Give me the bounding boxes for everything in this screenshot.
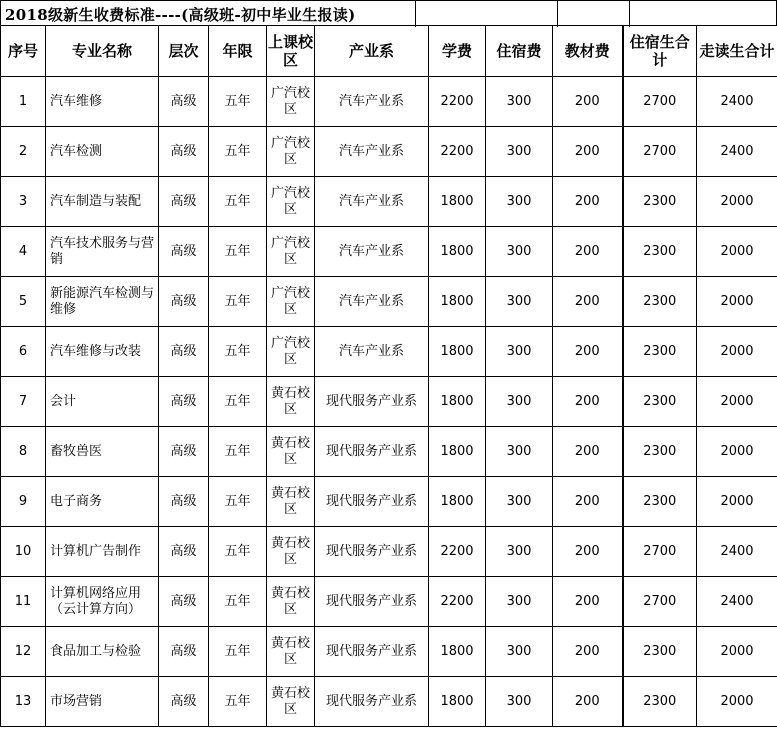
cell-years: 五年 (209, 327, 267, 377)
cell-major: 计算机网络应用（云计算方向） (46, 577, 159, 627)
table-row (1, 327, 777, 377)
cell-boarding-total: 2300 (623, 227, 697, 277)
cell-day-total: 2000 (697, 477, 777, 527)
cell-day-total: 2400 (697, 127, 777, 177)
cell-day-total: 2000 (697, 627, 777, 677)
cell-campus: 黄石校区 (267, 577, 315, 627)
cell-department: 汽车产业系 (315, 227, 429, 277)
cell-index: 3 (1, 177, 46, 227)
cell-major: 畜牧兽医 (46, 427, 159, 477)
cell-years: 五年 (209, 577, 267, 627)
cell-major: 计算机广告制作 (46, 527, 159, 577)
cell-campus: 广汽校区 (267, 327, 315, 377)
cell-level: 高级 (159, 427, 209, 477)
cell-index: 12 (1, 627, 46, 677)
cell-boarding-total: 2300 (623, 377, 697, 427)
cell-department: 现代服务产业系 (315, 677, 429, 727)
table-row (1, 477, 777, 527)
cell-accommodation: 300 (486, 277, 553, 327)
cell-years: 五年 (209, 427, 267, 477)
cell-campus: 广汽校区 (267, 127, 315, 177)
cell-index: 1 (1, 77, 46, 127)
cell-level: 高级 (159, 627, 209, 677)
header-campus: 上课校区 (267, 26, 315, 77)
cell-major: 新能源汽车检测与维修 (46, 277, 159, 327)
header-department: 产业系 (315, 26, 429, 77)
cell-index: 10 (1, 527, 46, 577)
cell-years: 五年 (209, 677, 267, 727)
cell-department: 现代服务产业系 (315, 577, 429, 627)
cell-day-total: 2400 (697, 77, 777, 127)
cell-campus: 广汽校区 (267, 177, 315, 227)
table-row (1, 427, 777, 477)
cell-accommodation: 300 (486, 227, 553, 277)
table-row (1, 677, 777, 727)
cell-major: 汽车维修与改装 (46, 327, 159, 377)
cell-level: 高级 (159, 277, 209, 327)
cell-campus: 广汽校区 (267, 77, 315, 127)
cell-department: 现代服务产业系 (315, 427, 429, 477)
cell-textbook: 200 (553, 627, 623, 677)
cell-tuition: 1800 (429, 377, 486, 427)
cell-accommodation: 300 (486, 77, 553, 127)
cell-tuition: 1800 (429, 327, 486, 377)
cell-textbook: 200 (553, 277, 623, 327)
cell-boarding-total: 2300 (623, 677, 697, 727)
cell-textbook: 200 (553, 327, 623, 377)
header-index: 序号 (1, 26, 46, 77)
cell-boarding-total: 2300 (623, 177, 697, 227)
header-textbook: 教材费 (553, 26, 623, 77)
cell-index: 9 (1, 477, 46, 527)
header-day-total: 走读生合计 (697, 26, 777, 77)
cell-accommodation: 300 (486, 577, 553, 627)
cell-tuition: 1800 (429, 227, 486, 277)
cell-level: 高级 (159, 177, 209, 227)
cell-index: 13 (1, 677, 46, 727)
cell-major: 市场营销 (46, 677, 159, 727)
cell-day-total: 2000 (697, 327, 777, 377)
cell-level: 高级 (159, 327, 209, 377)
header-tuition: 学费 (429, 26, 486, 77)
cell-campus: 黄石校区 (267, 477, 315, 527)
cell-campus: 广汽校区 (267, 277, 315, 327)
cell-accommodation: 300 (486, 677, 553, 727)
cell-level: 高级 (159, 477, 209, 527)
table-body (1, 77, 777, 727)
cell-years: 五年 (209, 277, 267, 327)
cell-campus: 黄石校区 (267, 677, 315, 727)
cell-accommodation: 300 (486, 527, 553, 577)
cell-years: 五年 (209, 477, 267, 527)
cell-department: 现代服务产业系 (315, 477, 429, 527)
cell-index: 11 (1, 577, 46, 627)
cell-textbook: 200 (553, 477, 623, 527)
cell-years: 五年 (209, 377, 267, 427)
cell-major: 汽车检测 (46, 127, 159, 177)
cell-years: 五年 (209, 227, 267, 277)
cell-level: 高级 (159, 227, 209, 277)
cell-accommodation: 300 (486, 127, 553, 177)
cell-accommodation: 300 (486, 477, 553, 527)
cell-tuition: 1800 (429, 677, 486, 727)
cell-tuition: 1800 (429, 477, 486, 527)
table-row (1, 577, 777, 627)
cell-boarding-total: 2700 (623, 577, 697, 627)
cell-tuition: 1800 (429, 627, 486, 677)
cell-index: 7 (1, 377, 46, 427)
cell-tuition: 1800 (429, 277, 486, 327)
table-row (1, 527, 777, 577)
title-cell-divider (557, 1, 558, 27)
cell-campus: 黄石校区 (267, 527, 315, 577)
fee-table (0, 25, 777, 727)
cell-textbook: 200 (553, 77, 623, 127)
table-row (1, 227, 777, 277)
cell-years: 五年 (209, 127, 267, 177)
cell-index: 8 (1, 427, 46, 477)
cell-boarding-total: 2300 (623, 627, 697, 677)
cell-textbook: 200 (553, 527, 623, 577)
cell-textbook: 200 (553, 577, 623, 627)
cell-department: 汽车产业系 (315, 327, 429, 377)
cell-boarding-total: 2300 (623, 277, 697, 327)
cell-boarding-total: 2300 (623, 477, 697, 527)
cell-department: 汽车产业系 (315, 277, 429, 327)
cell-level: 高级 (159, 577, 209, 627)
cell-textbook: 200 (553, 227, 623, 277)
cell-day-total: 2000 (697, 677, 777, 727)
cell-major: 汽车制造与装配 (46, 177, 159, 227)
cell-department: 汽车产业系 (315, 177, 429, 227)
cell-index: 2 (1, 127, 46, 177)
cell-accommodation: 300 (486, 327, 553, 377)
cell-level: 高级 (159, 127, 209, 177)
title-cell-divider (629, 1, 630, 27)
cell-department: 现代服务产业系 (315, 527, 429, 577)
cell-tuition: 2200 (429, 577, 486, 627)
cell-department: 现代服务产业系 (315, 627, 429, 677)
cell-campus: 黄石校区 (267, 627, 315, 677)
cell-major: 电子商务 (46, 477, 159, 527)
cell-day-total: 2000 (697, 427, 777, 477)
cell-accommodation: 300 (486, 427, 553, 477)
sheet-title: 2018级新生收费标准----(高级班-初中毕业生报读) (5, 6, 356, 24)
cell-tuition: 1800 (429, 427, 486, 477)
cell-department: 汽车产业系 (315, 127, 429, 177)
cell-textbook: 200 (553, 127, 623, 177)
header-major: 专业名称 (46, 26, 159, 77)
header-level: 层次 (159, 26, 209, 77)
cell-tuition: 2200 (429, 77, 486, 127)
cell-day-total: 2000 (697, 377, 777, 427)
cell-day-total: 2000 (697, 277, 777, 327)
table-row (1, 177, 777, 227)
cell-textbook: 200 (553, 427, 623, 477)
cell-index: 4 (1, 227, 46, 277)
cell-major: 会计 (46, 377, 159, 427)
cell-accommodation: 300 (486, 627, 553, 677)
cell-major: 食品加工与检验 (46, 627, 159, 677)
title-bar (0, 0, 777, 26)
title-cell-divider (415, 1, 416, 27)
cell-tuition: 2200 (429, 527, 486, 577)
cell-accommodation: 300 (486, 377, 553, 427)
table-row (1, 277, 777, 327)
cell-major: 汽车维修 (46, 77, 159, 127)
cell-boarding-total: 2700 (623, 77, 697, 127)
table-row (1, 377, 777, 427)
table-row (1, 627, 777, 677)
cell-textbook: 200 (553, 177, 623, 227)
cell-boarding-total: 2300 (623, 427, 697, 477)
table-row (1, 77, 777, 127)
cell-accommodation: 300 (486, 177, 553, 227)
cell-day-total: 2400 (697, 577, 777, 627)
cell-textbook: 200 (553, 677, 623, 727)
cell-day-total: 2000 (697, 177, 777, 227)
cell-tuition: 1800 (429, 177, 486, 227)
cell-boarding-total: 2700 (623, 127, 697, 177)
cell-level: 高级 (159, 527, 209, 577)
cell-major: 汽车技术服务与营销 (46, 227, 159, 277)
cell-years: 五年 (209, 177, 267, 227)
header-row (1, 26, 777, 77)
cell-level: 高级 (159, 377, 209, 427)
cell-years: 五年 (209, 77, 267, 127)
cell-tuition: 2200 (429, 127, 486, 177)
cell-campus: 广汽校区 (267, 227, 315, 277)
cell-textbook: 200 (553, 377, 623, 427)
cell-department: 汽车产业系 (315, 77, 429, 127)
cell-years: 五年 (209, 627, 267, 677)
header-years: 年限 (209, 26, 267, 77)
cell-level: 高级 (159, 77, 209, 127)
cell-day-total: 2000 (697, 227, 777, 277)
cell-level: 高级 (159, 677, 209, 727)
cell-index: 6 (1, 327, 46, 377)
cell-index: 5 (1, 277, 46, 327)
cell-day-total: 2400 (697, 527, 777, 577)
header-accommodation: 住宿费 (486, 26, 553, 77)
cell-campus: 黄石校区 (267, 377, 315, 427)
header-boarding-total: 住宿生合计 (623, 26, 697, 77)
cell-campus: 黄石校区 (267, 427, 315, 477)
cell-department: 现代服务产业系 (315, 377, 429, 427)
cell-years: 五年 (209, 527, 267, 577)
cell-boarding-total: 2300 (623, 327, 697, 377)
table-row (1, 127, 777, 177)
cell-boarding-total: 2700 (623, 527, 697, 577)
